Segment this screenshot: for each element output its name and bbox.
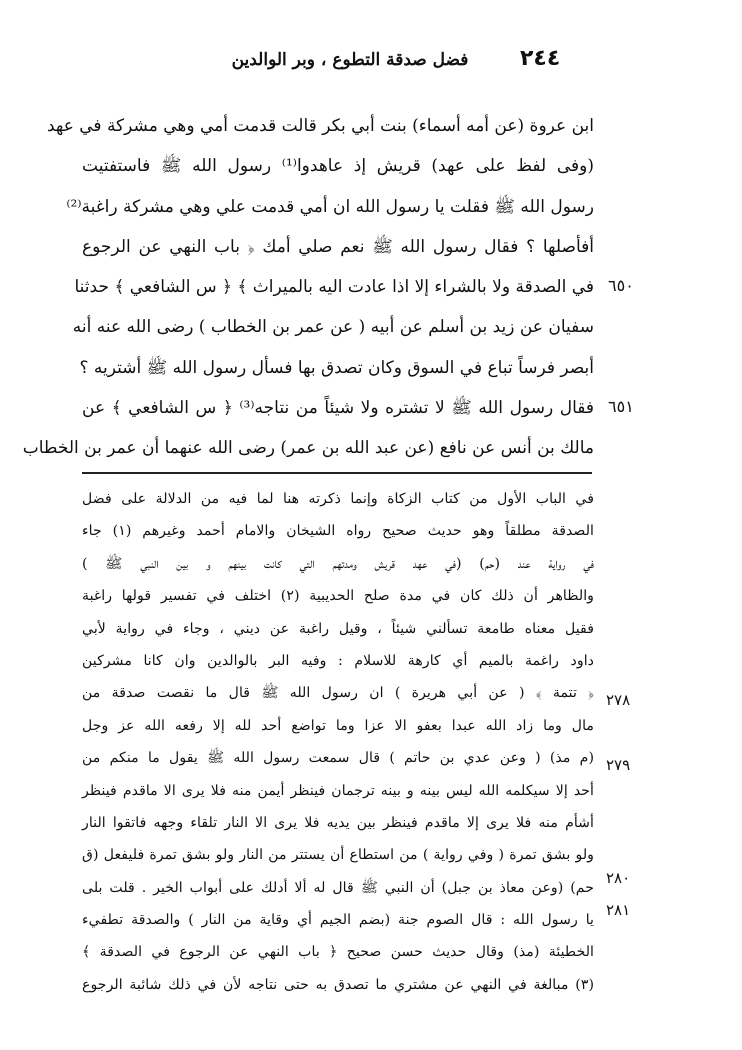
footnote-line: ﴿ تتمة ﴾ ( عن أبي هريرة ) ان رسول الله ﷺ قال ما نقصت صدقة من	[82, 685, 594, 702]
footnote-line: يا رسول الله : قال الصوم جنة (بضم الجيم أي وقاية من النار ) والصدقة تطفيء	[82, 912, 594, 929]
text-line: ابن عروة (عن أمه أسماء) بنت أبي بكر قالت قدمت أمي وهي مشركة في عهد	[46, 116, 594, 136]
running-header-title: فضل صدقة التطوع ، وبر الوالدين	[231, 50, 469, 70]
footnote-line: في رواية عند (حم) (في عهد قريش ومدتهم التي كانت بينهم و بين النبي ﷺ )	[82, 555, 594, 572]
footnote-line: ولو بشق تمرة ( وفي رواية ) من استطاع أن يستتر من النار ولو بشق تمرة فليفعل (ق	[82, 847, 594, 864]
footnote-line: داود راغمة بالميم أي كارهة للاسلام : وفيه البر بالوالدين وان كانا مشركين	[82, 652, 594, 669]
footnote-divider	[82, 472, 592, 474]
hadith-number: ٦٥٠	[608, 276, 634, 295]
footnote-line: في الباب الأول من كتاب الزكاة وإنما ذكرته هنا لما فيه من الدلالة على فضل	[82, 491, 594, 507]
footnote-line: أحد إلا سيكلمه الله ليس بينه و بينه ترجمان فينظر أيمن منه فلا يرى الا ماقدم فينظر	[82, 782, 594, 799]
footnote-line: (م مذ) ( وعن عدي بن حاتم ) قال سمعت رسول الله ﷺ يقول ما منكم من	[82, 750, 594, 767]
footnote-line: مال وما زاد الله عبدا بعفو الا عزا وما تواضع أحد لله إلا رفعه الله عز وجل	[82, 717, 594, 734]
footnote-line: فقيل معناه طامعة تسألني شيئاً ، وقيل راغبة عن ديني ، وجاء في رواية لأبي	[82, 620, 594, 637]
page-number: ٢٤٤	[520, 46, 561, 71]
footnote-line: حم) (وعن معاذ بن جبل) أن النبي ﷺ قال له ألا أدلك على أبواب الخير . قلت بلى	[82, 879, 594, 896]
text-line: (وفى لفظ على عهد) قريش إذ عاهدوا⁽¹⁾ رسول الله ﷺ فاستفتيت	[82, 156, 594, 177]
footnotes	[82, 483, 594, 1001]
footnote-number: ٢٨١	[606, 901, 631, 919]
footnote-number: ٢٧٩	[606, 756, 631, 774]
footnote-number: ٢٧٨	[606, 691, 631, 709]
text-line: سفيان عن زيد بن أسلم عن أبيه ( عن عمر بن الخطاب ) رضى الله عنه أنه	[72, 317, 594, 338]
text-line: رسول الله ﷺ فقلت يا رسول الله ان أمي قدمت علي وهي مشركة راغبة⁽²⁾	[66, 196, 594, 217]
footnote-line: الخطيئة (مذ) وقال حديث حسن صحيح ﴿ باب النهي عن الرجوع في الصدقة ﴾	[82, 944, 594, 961]
text-line: مالك بن أنس عن نافع (عن عبد الله بن عمر) رضى الله عنهما أن عمر بن الخطاب	[22, 438, 594, 459]
text-line: في الصدقة ولا بالشراء إلا اذا عادت اليه بالميراث ﴾ ﴿ س الشافعي ﴾ حدثنا	[74, 277, 594, 298]
footnote-line: الصدقة مطلقاً وهو حديث صحيح رواه الشيخان والامام أحمد وغيرهم (١) جاء	[82, 523, 595, 540]
footnote-line: والظاهر أن ذلك كان في مدة صلح الحديبية (٢) اختلف في تفسير قولها راغبة	[82, 588, 595, 605]
footnote-line: (٣) مبالغة في النهي عن مشتري ما تصدق به حتى نتاجه لأن في ذلك شائبة الرجوع	[82, 976, 594, 993]
text-line: فقال رسول الله ﷺ لا تشتره ولا شيئاً من نتاجه⁽³⁾ ﴿ س الشافعي ﴾ عن	[82, 398, 594, 419]
hadith-number: ٦٥١	[608, 397, 634, 416]
main-text	[22, 106, 594, 469]
footnote-number: ٢٨٠	[606, 869, 631, 887]
text-line: أبصر فرساً تباع في السوق وكان تصدق بها فسأل رسول الله ﷺ أشتريه ؟	[79, 357, 594, 378]
text-line: أفأصلها ؟ فقال رسول الله ﷺ نعم صلي أمك ﴿ باب النهي عن الرجوع	[82, 236, 594, 257]
footnote-line: أشأم منه فلا يرى إلا ماقدم فينظر بين يديه فلا يرى الا النار تلقاء وجهه فاتقوا النار	[82, 814, 594, 831]
